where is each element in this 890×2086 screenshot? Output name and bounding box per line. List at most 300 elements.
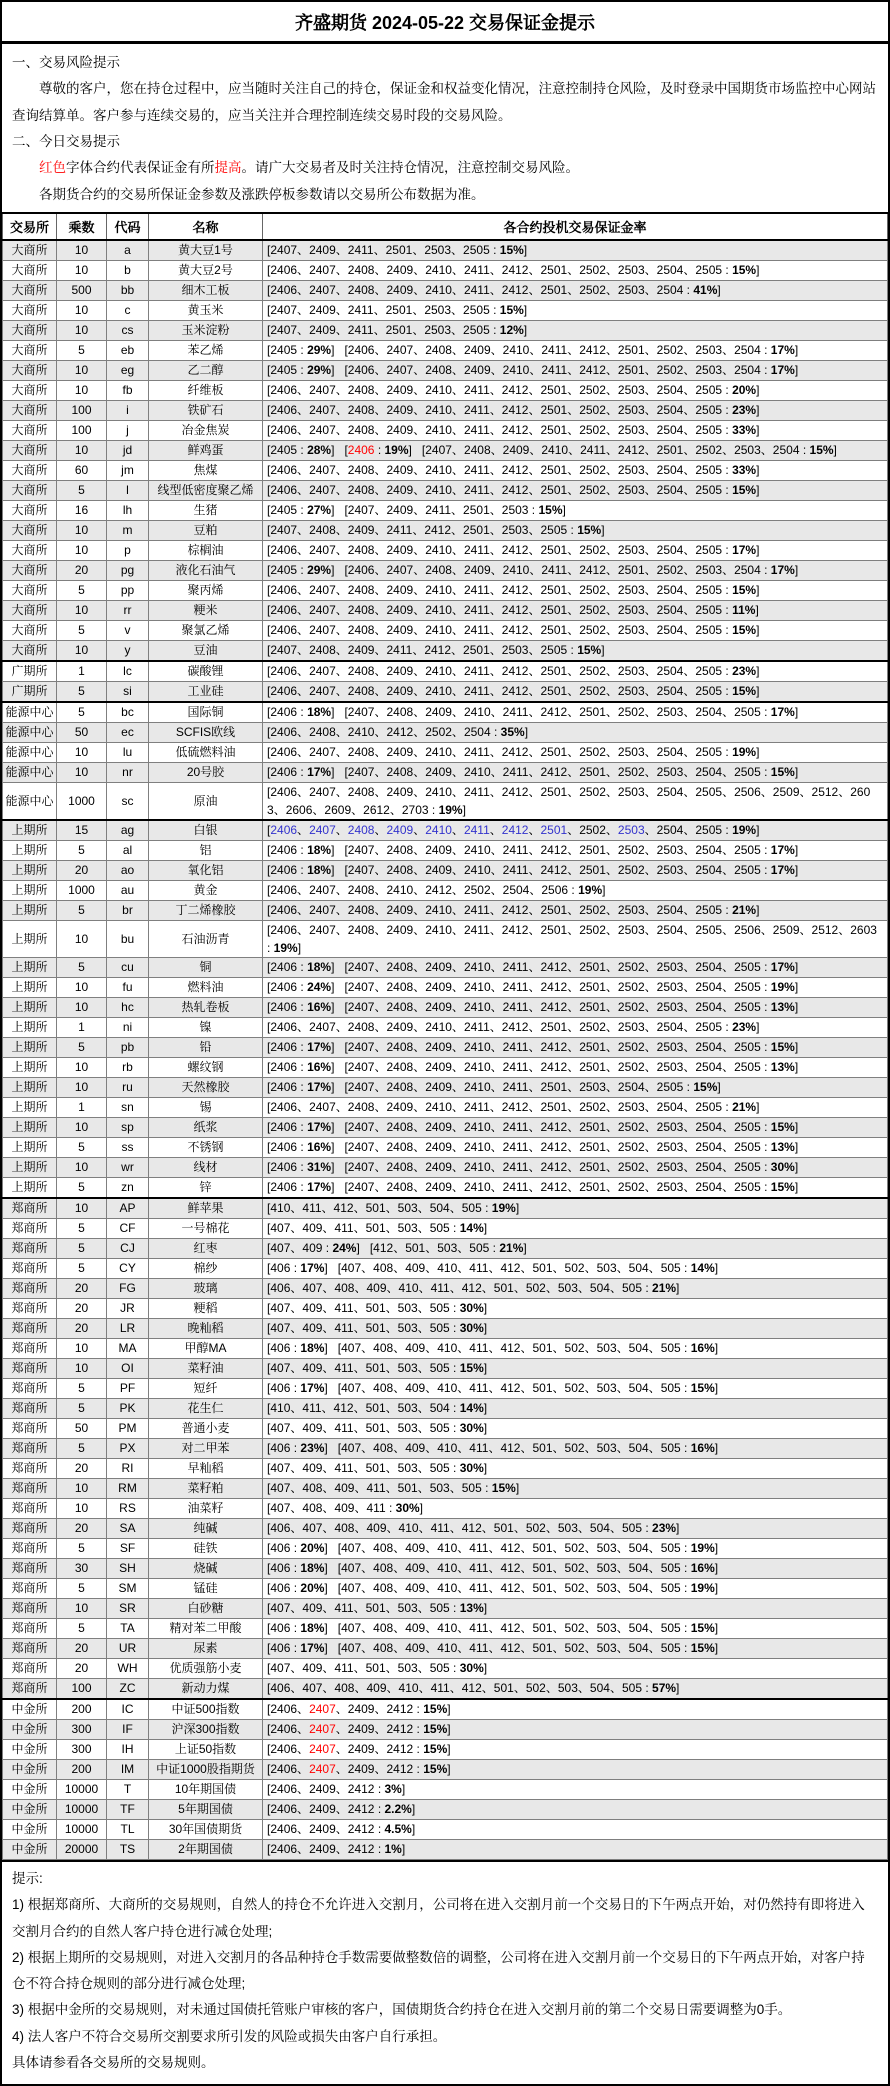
multiplier-cell: 5 [57, 1238, 107, 1258]
contract-group: [2406、2407、2408、2409、2410、2411、2412、2501、2502、2503、2504、2505 : 33%] [267, 423, 760, 438]
contract: 2406 [270, 583, 298, 598]
margin-rates-cell [263, 860, 888, 880]
table-row [3, 1198, 888, 1219]
name-cell: 尿素 [149, 1638, 263, 1658]
contract: 2504 [656, 403, 684, 418]
contract: 412 [461, 1681, 482, 1696]
exchange-cell: 郑商所 [3, 1498, 57, 1518]
margin-rates-cell [263, 1218, 888, 1238]
contract: 503 [596, 1341, 617, 1356]
contract: 2501 [540, 623, 568, 638]
contract: 2410 [425, 745, 452, 760]
margin-rates-cell [263, 681, 888, 702]
contract: 505 [461, 1481, 482, 1496]
contract: 505 [429, 1301, 450, 1316]
table-row [3, 340, 888, 360]
code-cell: TL [107, 1819, 149, 1839]
contract: 2408 [347, 903, 375, 918]
contract: 2504 [656, 463, 684, 478]
contract: 2411 [502, 1060, 529, 1075]
contract: 406 [270, 1441, 291, 1456]
contract: 2505 [734, 705, 761, 720]
contract: 2407 [309, 784, 336, 799]
highlighted-contract: 2406 [270, 823, 298, 838]
table-row [3, 1719, 888, 1739]
contract-group: [2407、2408、2409、2410、2411、2412、2501、2502、2503、2504、2505 : 17%] [344, 863, 799, 878]
contract: 2509 [772, 784, 800, 799]
margin-rate: 15% [423, 1722, 448, 1737]
margin-rates-cell [263, 1799, 888, 1819]
contract: 502 [564, 1441, 585, 1456]
contract: 2501 [579, 980, 606, 995]
contract: 2411 [502, 960, 529, 975]
code-cell: T [107, 1779, 149, 1799]
contract: 502 [564, 1561, 585, 1576]
name-cell: 黄玉米 [149, 300, 263, 320]
margin-rate: 30% [459, 1301, 484, 1316]
contract: 2408 [347, 543, 375, 558]
name-cell: 苯乙烯 [149, 340, 263, 360]
margin-rates-cell [263, 400, 888, 420]
exchange-cell: 中金所 [3, 1759, 57, 1779]
contract: 411 [469, 1341, 489, 1356]
multiplier-cell: 5 [57, 702, 107, 723]
multiplier-cell: 5 [57, 1177, 107, 1198]
contract: 409 [405, 1641, 426, 1656]
contract: 2410 [425, 623, 452, 638]
contract: 410 [270, 1201, 291, 1216]
contract-group: [2406、2407、2408、2409、2410、2411、2412、2501、2502、2503、2504、2505 : 33%] [267, 463, 760, 478]
contract: 407 [270, 1481, 291, 1496]
margin-rate: 30% [459, 1661, 484, 1676]
contract: 2411 [580, 443, 606, 458]
contract-group: [2407、2408、2409、2410、2411、2412、2501、2502、2503、2504、2505 : 17%] [344, 705, 799, 720]
contract-group: [2406、2407、2408、2409、2410、2411、2412、2501、2502、2503、2504 : 17%] [344, 563, 799, 578]
contract-group: [2406 : 18%] [267, 960, 335, 975]
contract: 2407 [270, 643, 298, 658]
contract: 502 [525, 1281, 546, 1296]
plain-text: 。请广大交易者及时关注持仓情况，注意控制交易风险。 [241, 160, 579, 176]
contract: 501 [365, 1321, 386, 1336]
code-cell: ZC [107, 1678, 149, 1699]
contract: 2412 [501, 483, 529, 498]
margin-rate: 17% [770, 363, 795, 378]
multiplier-cell: 1000 [57, 782, 107, 820]
table-row [3, 1057, 888, 1077]
contract: 2412 [540, 960, 568, 975]
contract: 2407 [309, 403, 336, 418]
margin-rates-cell [263, 640, 888, 661]
contract-group: [2406、2407、2408、2409、2410、2411、2412、2501、2502、2503、2504 : 17%] [344, 343, 799, 358]
contract: 2412 [386, 1702, 414, 1717]
contract-group: [407、409 : 24%] [267, 1241, 360, 1256]
contract: 2408 [309, 523, 336, 538]
highlighted-contract: 2407 [309, 1702, 336, 1717]
name-cell: 玻璃 [149, 1278, 263, 1298]
contract: 2406 [270, 1080, 298, 1095]
contract: 2408 [386, 1160, 414, 1175]
exchange-cell: 郑商所 [3, 1558, 57, 1578]
margin-rate: 15% [732, 483, 757, 498]
contract: 2505 [734, 843, 761, 858]
contract: 2502 [579, 922, 606, 937]
contract: 2409 [386, 745, 414, 760]
multiplier-cell: 5 [57, 620, 107, 640]
contract: 2409 [386, 903, 414, 918]
multiplier-cell: 5 [57, 480, 107, 500]
contract: 502 [564, 1641, 585, 1656]
exchange-cell: 中金所 [3, 1699, 57, 1720]
multiplier-cell: 1 [57, 661, 107, 682]
contract: 2503 [617, 283, 645, 298]
note-item: 2) 根据上期所的交易规则，对进入交割月的各品种持仓手数需要做整数倍的调整，公司将在进入交割月前一个交易日的下午两点开始，对客户持仓不符合持仓规则的部分进行减仓处理; [12, 1949, 865, 1992]
contract: 2412 [501, 263, 529, 278]
contract: 504 [628, 1621, 649, 1636]
margin-rate: 14% [459, 1221, 484, 1236]
contract: 409 [366, 1281, 387, 1296]
contract: 2408 [347, 483, 375, 498]
exchange-cell: 上期所 [3, 1117, 57, 1137]
contract-group: [2407、2408、2409、2410、2411、2412、2501、2502、2503、2504、2505 : 19%] [344, 980, 799, 995]
contract: 2409 [347, 1742, 375, 1757]
margin-rates-cell [263, 1478, 888, 1498]
contract: 2411 [386, 523, 413, 538]
contract: 2501 [579, 1180, 606, 1195]
contract: 2409 [425, 1140, 452, 1155]
contract: 2504 [656, 423, 684, 438]
exchange-cell: 上期所 [3, 840, 57, 860]
contract: 2409 [425, 1160, 452, 1175]
contract: 410 [398, 1281, 419, 1296]
risk-section-heading: 一、交易风险提示 [12, 55, 120, 70]
contract: 2407 [347, 843, 375, 858]
contract: 411 [334, 1361, 354, 1376]
multiplier-cell: 5 [57, 1137, 107, 1157]
margin-rate: 31% [307, 1160, 332, 1175]
margin-rate: 17% [307, 1080, 332, 1095]
contract: 2502 [617, 1060, 645, 1075]
contract: 2406 [270, 1722, 298, 1737]
exchange-cell: 郑商所 [3, 1198, 57, 1219]
multiplier-cell: 5 [57, 957, 107, 977]
name-cell: 优质强筋小麦 [149, 1658, 263, 1678]
contract: 2503 [656, 843, 684, 858]
col-header-margin-rates: 各合约投机交易保证金率 [263, 213, 888, 240]
margin-rates-cell [263, 661, 888, 682]
contract-group: [407、408、409、410、411、412、501、502、503、504、505 : 19%] [337, 1541, 719, 1556]
exchange-cell: 郑商所 [3, 1238, 57, 1258]
contract: 2505 [734, 1040, 761, 1055]
contract: 502 [525, 1521, 546, 1536]
contract: 2502 [579, 283, 606, 298]
contract: 2406 [270, 383, 298, 398]
contract: 2504 [617, 1080, 645, 1095]
contract: 2501 [579, 960, 606, 975]
contract-group: [2406 : 16%] [267, 1140, 335, 1155]
contract-group: [2405 : 29%] [267, 343, 335, 358]
margin-rates-cell [263, 900, 888, 920]
contract-group: [406、407、408、409、410、411、412、501、502、503、504、505 : 57%] [267, 1681, 680, 1696]
contract-group: [2406、2407、2408、2409、2410、2411、2412、2501、2502、2503、2504、2505 : 15%] [267, 623, 760, 638]
notes-heading: 提示: [12, 1870, 43, 1886]
name-cell: 锰硅 [149, 1578, 263, 1598]
margin-table-body [3, 240, 888, 1860]
table-row [3, 1238, 888, 1258]
contract: 2412 [425, 883, 452, 898]
margin-rates-cell [263, 1458, 888, 1478]
table-row [3, 1077, 888, 1097]
exchange-cell: 大商所 [3, 520, 57, 540]
contract: 2410 [425, 263, 452, 278]
contract-group: [2406、2407、2408、2409、2410、2411、2412、2501、2502、2503、2504、2505 : 23%] [267, 1020, 760, 1035]
contract: 2502 [579, 263, 606, 278]
exchange-cell: 大商所 [3, 420, 57, 440]
contract: 2411 [463, 684, 490, 699]
contract: 2410 [541, 443, 569, 458]
contract: 2503 [617, 623, 645, 638]
contract: 503 [397, 1221, 418, 1236]
contract: 2412 [501, 1100, 529, 1115]
contract: 2411 [502, 705, 529, 720]
contract: 2505 [734, 980, 761, 995]
contract: 409 [405, 1561, 426, 1576]
contract: 409 [334, 1481, 355, 1496]
contract: 503 [397, 1421, 418, 1436]
table-row [3, 260, 888, 280]
contract: 2412 [501, 684, 529, 699]
contract: 503 [596, 1381, 617, 1396]
contract: 2406 [270, 980, 298, 995]
contract: 2411 [463, 283, 490, 298]
contract: 2411 [502, 1160, 529, 1175]
contract: 2406 [270, 684, 298, 699]
contract: 2406 [270, 423, 298, 438]
table-row [3, 1478, 888, 1498]
contract: 2408 [347, 1020, 375, 1035]
contract: 2410 [463, 1120, 491, 1135]
contract: 409 [366, 1521, 387, 1536]
contract: 503 [596, 1641, 617, 1656]
contract: 2504 [656, 263, 684, 278]
contract: 505 [660, 1581, 681, 1596]
name-cell: 黄大豆1号 [149, 240, 263, 261]
margin-rates-cell [263, 1398, 888, 1418]
contract: 2504 [695, 1060, 723, 1075]
highlighted-contract: 2411 [463, 823, 490, 838]
contract: 2408 [347, 1100, 375, 1115]
margin-rates-cell [263, 420, 888, 440]
contract: 2503 [617, 423, 645, 438]
code-cell: CJ [107, 1238, 149, 1258]
contract: 2503 [617, 543, 645, 558]
contract: 2411 [502, 980, 529, 995]
contract: 2504 [656, 1020, 684, 1035]
contract: 2407 [309, 623, 336, 638]
contract: 2501 [579, 1040, 606, 1055]
contract: 407 [341, 1581, 362, 1596]
contract-group: [2406、2407、2408、2409、2410、2411、2412、2501、2502、2503、2504 : 41%] [267, 283, 721, 298]
code-cell: UR [107, 1638, 149, 1658]
margin-rates-cell [263, 1538, 888, 1558]
margin-rates-cell [263, 782, 888, 820]
contract: 2409 [425, 980, 452, 995]
multiplier-cell: 20 [57, 1458, 107, 1478]
contract: 2501 [540, 903, 568, 918]
exchange-cell: 大商所 [3, 480, 57, 500]
contract: 2407 [347, 960, 375, 975]
multiplier-cell: 5 [57, 840, 107, 860]
contract: 2502 [656, 563, 684, 578]
contract-group: [406 : 18%] [267, 1341, 328, 1356]
multiplier-cell: 5 [57, 1218, 107, 1238]
contract: 2411 [502, 843, 529, 858]
multiplier-cell: 200 [57, 1759, 107, 1779]
exchange-cell: 上期所 [3, 977, 57, 997]
contract: 503 [397, 1321, 418, 1336]
margin-rates-cell [263, 1117, 888, 1137]
contract: 409 [405, 1381, 426, 1396]
multiplier-cell: 20 [57, 1278, 107, 1298]
contract: 2410 [425, 1020, 452, 1035]
name-cell: 黄大豆2号 [149, 260, 263, 280]
name-cell: 石油沥青 [149, 920, 263, 957]
contract: 504 [628, 1641, 649, 1656]
name-cell: 螺纹钢 [149, 1057, 263, 1077]
margin-rates-cell [263, 600, 888, 620]
contract-group: [2406 : 18%] [267, 705, 335, 720]
contract: 409 [302, 1241, 323, 1256]
contract: 407 [270, 1501, 291, 1516]
contract-group: [2407、2408、2409、2410、2411、2412、2501、2502、2503、2504、2505 : 13%] [344, 1140, 799, 1155]
contract-group: [2406、2408、2410、2412、2502、2504 : 35%] [267, 725, 529, 740]
page-title: 齐盛期货 2024-05-22 交易保证金提示 [2, 2, 888, 44]
contract: 412 [461, 1281, 482, 1296]
contract: 412 [500, 1641, 521, 1656]
margin-rate: 33% [732, 463, 757, 478]
contract: 501 [493, 1281, 514, 1296]
contract: 2504 [656, 784, 684, 799]
contract: 2411 [463, 623, 490, 638]
contract: 2502 [579, 903, 606, 918]
contract: 407 [302, 1281, 323, 1296]
table-row [3, 580, 888, 600]
margin-rates-cell [263, 1378, 888, 1398]
contract-group: [2407、2409、2411、2501、2503 : 15%] [344, 503, 566, 518]
contract: 2411 [463, 383, 490, 398]
contract: 2407 [347, 1120, 375, 1135]
margin-rates-cell [263, 1097, 888, 1117]
exchange-cell: 郑商所 [3, 1338, 57, 1358]
contract: 2410 [347, 725, 375, 740]
contract: 2408 [347, 603, 375, 618]
exchange-cell: 上期所 [3, 1097, 57, 1117]
code-cell: SF [107, 1538, 149, 1558]
table-row [3, 957, 888, 977]
multiplier-cell: 1000 [57, 880, 107, 900]
margin-rates-cell [263, 1598, 888, 1618]
contract: 2502 [579, 1020, 606, 1035]
contract: 411 [469, 1581, 489, 1596]
exchange-cell: 大商所 [3, 380, 57, 400]
contract: 2406 [270, 1180, 298, 1195]
notes-section [2, 1860, 888, 2085]
contract-group: [410、411、412、501、503、504、505 : 19%] [267, 1201, 520, 1216]
contract: 2503 [656, 1040, 684, 1055]
highlighted-contract: 2408 [347, 823, 375, 838]
contract: 2503 [501, 503, 529, 518]
contract: 2410 [502, 563, 530, 578]
contract: 2411 [502, 1080, 529, 1095]
highlighted-text: 红色 [39, 160, 66, 176]
margin-rate: 30% [459, 1321, 484, 1336]
contract-group: [2406、2409、2412 : 3%] [267, 1782, 406, 1797]
code-cell: eb [107, 340, 149, 360]
margin-rates-cell [263, 1278, 888, 1298]
contract: 2408 [347, 423, 375, 438]
contract-group: [2406、2407、2408、2409、2410、2411、2412、2501、2502、2503、2504 : 17%] [344, 363, 799, 378]
contract: 2503 [656, 1060, 684, 1075]
contract: 2407 [347, 863, 375, 878]
contract: 2409 [309, 323, 336, 338]
table-row [3, 1759, 888, 1779]
contract: 505 [660, 1621, 681, 1636]
contract: 2406 [270, 1040, 298, 1055]
code-cell: c [107, 300, 149, 320]
contract: 2411 [463, 1100, 490, 1115]
contract: 2406 [347, 363, 375, 378]
contract: 2505 [734, 1180, 761, 1195]
contract: 2502 [579, 383, 606, 398]
contract: 2503 [656, 863, 684, 878]
margin-rates-cell [263, 840, 888, 860]
contract: 2503 [617, 745, 645, 760]
exchange-cell: 中金所 [3, 1799, 57, 1819]
margin-rates-cell [263, 460, 888, 480]
contract: 2503 [656, 960, 684, 975]
contract: 2406 [270, 1020, 298, 1035]
exchange-cell: 郑商所 [3, 1538, 57, 1558]
table-row [3, 1037, 888, 1057]
contract: 2411 [463, 483, 490, 498]
contract: 2406 [270, 1160, 298, 1175]
contract: 502 [564, 1261, 585, 1276]
margin-rates-cell [263, 702, 888, 723]
name-cell: 豆油 [149, 640, 263, 661]
contract: 411 [430, 1681, 450, 1696]
contract-group: [407、409、411、501、503、505 : 30%] [267, 1421, 488, 1436]
margin-rate: 17% [307, 765, 332, 780]
contract: 2505 [734, 765, 761, 780]
multiplier-cell: 200 [57, 1699, 107, 1720]
contract: 2503 [424, 303, 452, 318]
contract: 2409 [386, 784, 414, 799]
contract: 2703 [401, 802, 429, 817]
contract: 406 [270, 1261, 291, 1276]
contract: 2506 [734, 784, 761, 799]
contract: 406 [270, 1281, 291, 1296]
contract-group: [2406、2407、2408、2409、2410、2411、2412、2501、2502、2503、2504、2505 : 20%] [267, 383, 760, 398]
contract: 407 [270, 1301, 291, 1316]
name-cell: SCFIS欧线 [149, 722, 263, 742]
contract: 2406 [270, 1742, 298, 1757]
multiplier-cell: 15 [57, 820, 107, 841]
contract: 412 [500, 1621, 521, 1636]
contract: 2505 [695, 823, 723, 838]
contract: 2502 [579, 664, 606, 679]
contract: 2408 [386, 1140, 414, 1155]
contract: 2407 [347, 503, 375, 518]
contract: 2406 [270, 603, 298, 618]
